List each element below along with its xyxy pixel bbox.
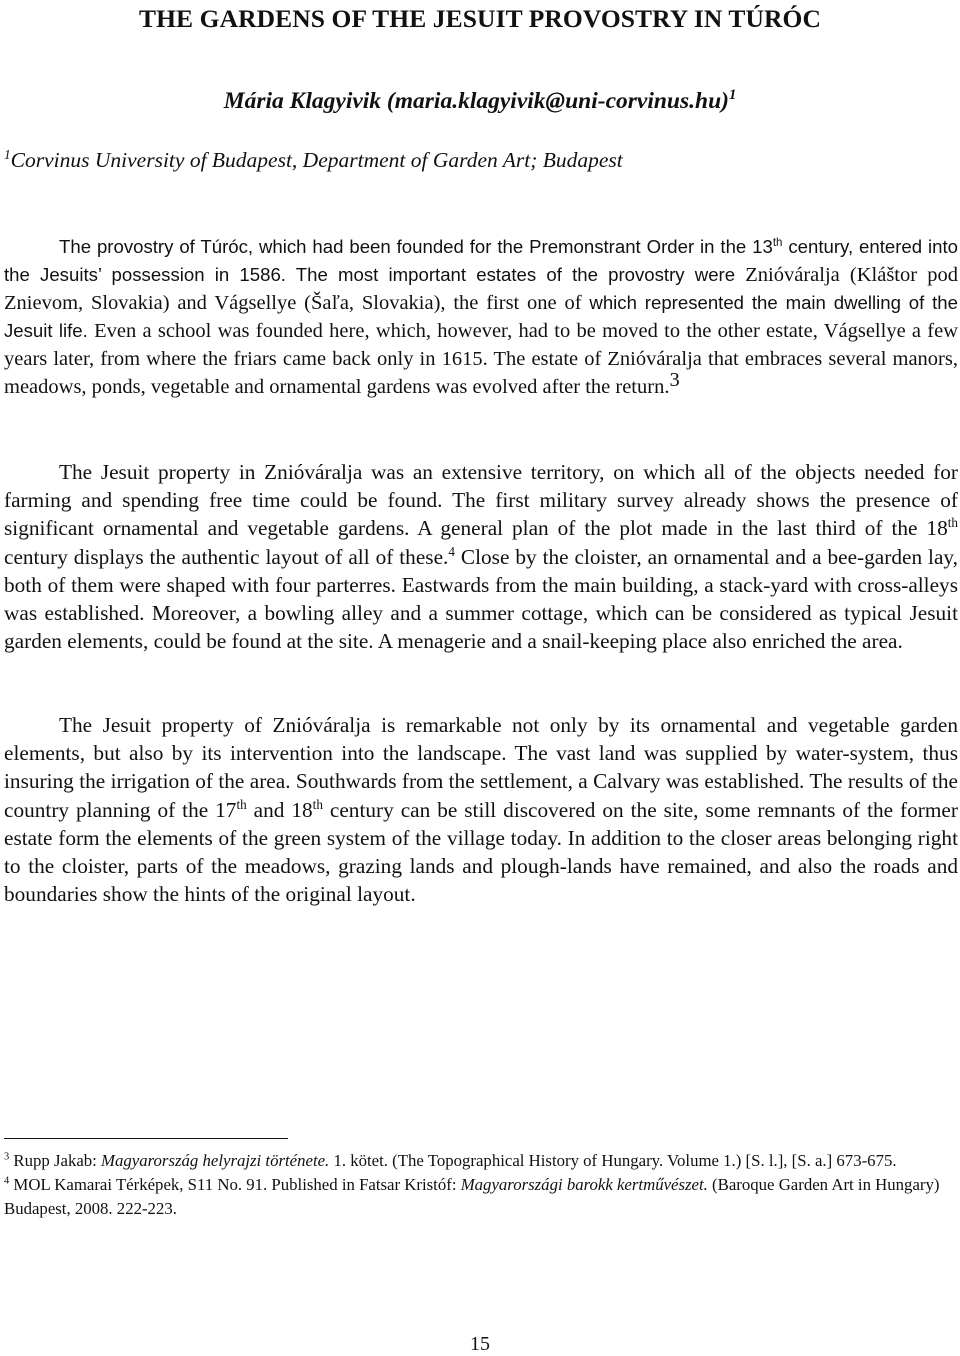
abstract-text-3: Znióváralja (Kláštor pod Znievom, Slovakia) and Vágsellye (Šaľa, Slovakia), the first one of: [4, 264, 958, 314]
author-line: [0, 88, 960, 115]
footnote-3-text-after: 1. kötet. (The Topographical History of Hungary. Volume 1.) [S. l.], [S. a.] 673-675.: [329, 1151, 897, 1170]
affiliation-text: Corvinus University of Budapest, Department of Garden Art; Budapest: [10, 148, 623, 172]
page-number: 15: [470, 1333, 490, 1355]
footnote-3-title: Magyarország helyrajzi története.: [101, 1151, 330, 1170]
author-affiliation-marker: 1: [728, 87, 737, 104]
paragraph2-text-1: The Jesuit property of Znióváralja is remarkable not only by its ornamental and vegetable garden elements, but also by its intervention into the landscape. The vast land was supplied by water-system, thus insuring the irrigation of the area. Southwards from the settlement, a Calvary was established. The results of the country planning of the 17: [4, 713, 958, 822]
affiliation: [4, 148, 954, 173]
footnote-ref-4[interactable]: 4: [448, 543, 455, 559]
paragraph2-text-3: century can be still discovered on the site, some remnants of the former estate form the elements of the green system of the village today. In addition to the closer areas belonging right to the cloister, parts of the meadows, grazing lands and plough-lands have remained, and also the roads and boundaries show the hints of the original layout.: [4, 797, 958, 907]
body-paragraph-1: [4, 458, 958, 655]
paragraph2-text-2: and 18: [246, 797, 313, 822]
body-paragraph-2: [4, 711, 958, 908]
abstract-superscript-th: th: [772, 236, 783, 249]
paragraph1-text-2: century displays the authentic layout of all of these.: [4, 544, 449, 569]
footnote-4: [4, 1173, 956, 1221]
abstract-text-1: The provostry of Túróc, which had been founded for the Premonstrant Order in the 13: [59, 236, 773, 257]
paragraph1-text-1: The Jesuit property in Znióváralja was an extensive territory, on which all of the objects needed for farming and spending free time could be found. The first military survey already shows the presence of significant ornamental and vegetable gardens. A general plan of the plot made in the last third of the 18: [4, 460, 958, 541]
footnote-3-text-before: Rupp Jakab:: [9, 1151, 102, 1170]
footnote-4-title: Magyarországi barokk kertművészet.: [460, 1175, 708, 1194]
affiliation-marker: 1: [4, 146, 11, 162]
paragraph2-superscript-th-2: th: [312, 796, 323, 812]
paragraph1-text-3: Close by the cloister, an ornamental and a bee-garden lay, both of them were shaped with four parterres. Eastwards from the main building, a stack-yard with cross-alleys was established. Moreover, a bowling alley and a summer cottage, which can be considered as typical Jesuit garden elements, could be found at the site. A menagerie and a snail-keeping place also enriched the area.: [4, 544, 958, 654]
footnote-4-text-after: (Baroque Garden Art in Hungary) Budapest, 2008. 222-223.: [4, 1175, 940, 1218]
abstract-paragraph: [4, 233, 958, 401]
paragraph1-superscript-th: th: [947, 515, 958, 531]
abstract-text-2: century, entered into the Jesuits’ possession in 1586. The most important estates of the provostry were: [4, 236, 958, 285]
footnote-3-number: 3: [4, 1151, 10, 1163]
footnote-4-number: 4: [4, 1175, 10, 1187]
footnotes: [4, 1149, 956, 1221]
paper-title: THE GARDENS OF THE JESUIT PROVOSTRY IN TÚRÓC: [139, 4, 821, 33]
abstract-text-5: Even a school was founded here, which, however, had to be moved to the other estate, Vágsellye a few years later, from where the friars came back only in 1615. The estate of Znióváralja that embraces several manors, meadows, ponds, vegetable and ornamental gardens was evolved after the return.: [4, 320, 959, 398]
footnote-separator: [4, 1138, 288, 1139]
abstract-text-4: which represented the main dwelling of the Jesuit life.: [4, 292, 958, 341]
footnote-4-text-before: MOL Kamarai Térképek, S11 No. 91. Published in Fatsar Kristóf:: [9, 1175, 461, 1194]
author-name: Mária Klagyivik (maria.klagyivik@uni-corvinus.hu): [223, 88, 729, 114]
footnote-ref-3[interactable]: 3: [669, 368, 680, 391]
footnote-3: [4, 1149, 956, 1173]
paragraph2-superscript-th-1: th: [236, 796, 247, 812]
